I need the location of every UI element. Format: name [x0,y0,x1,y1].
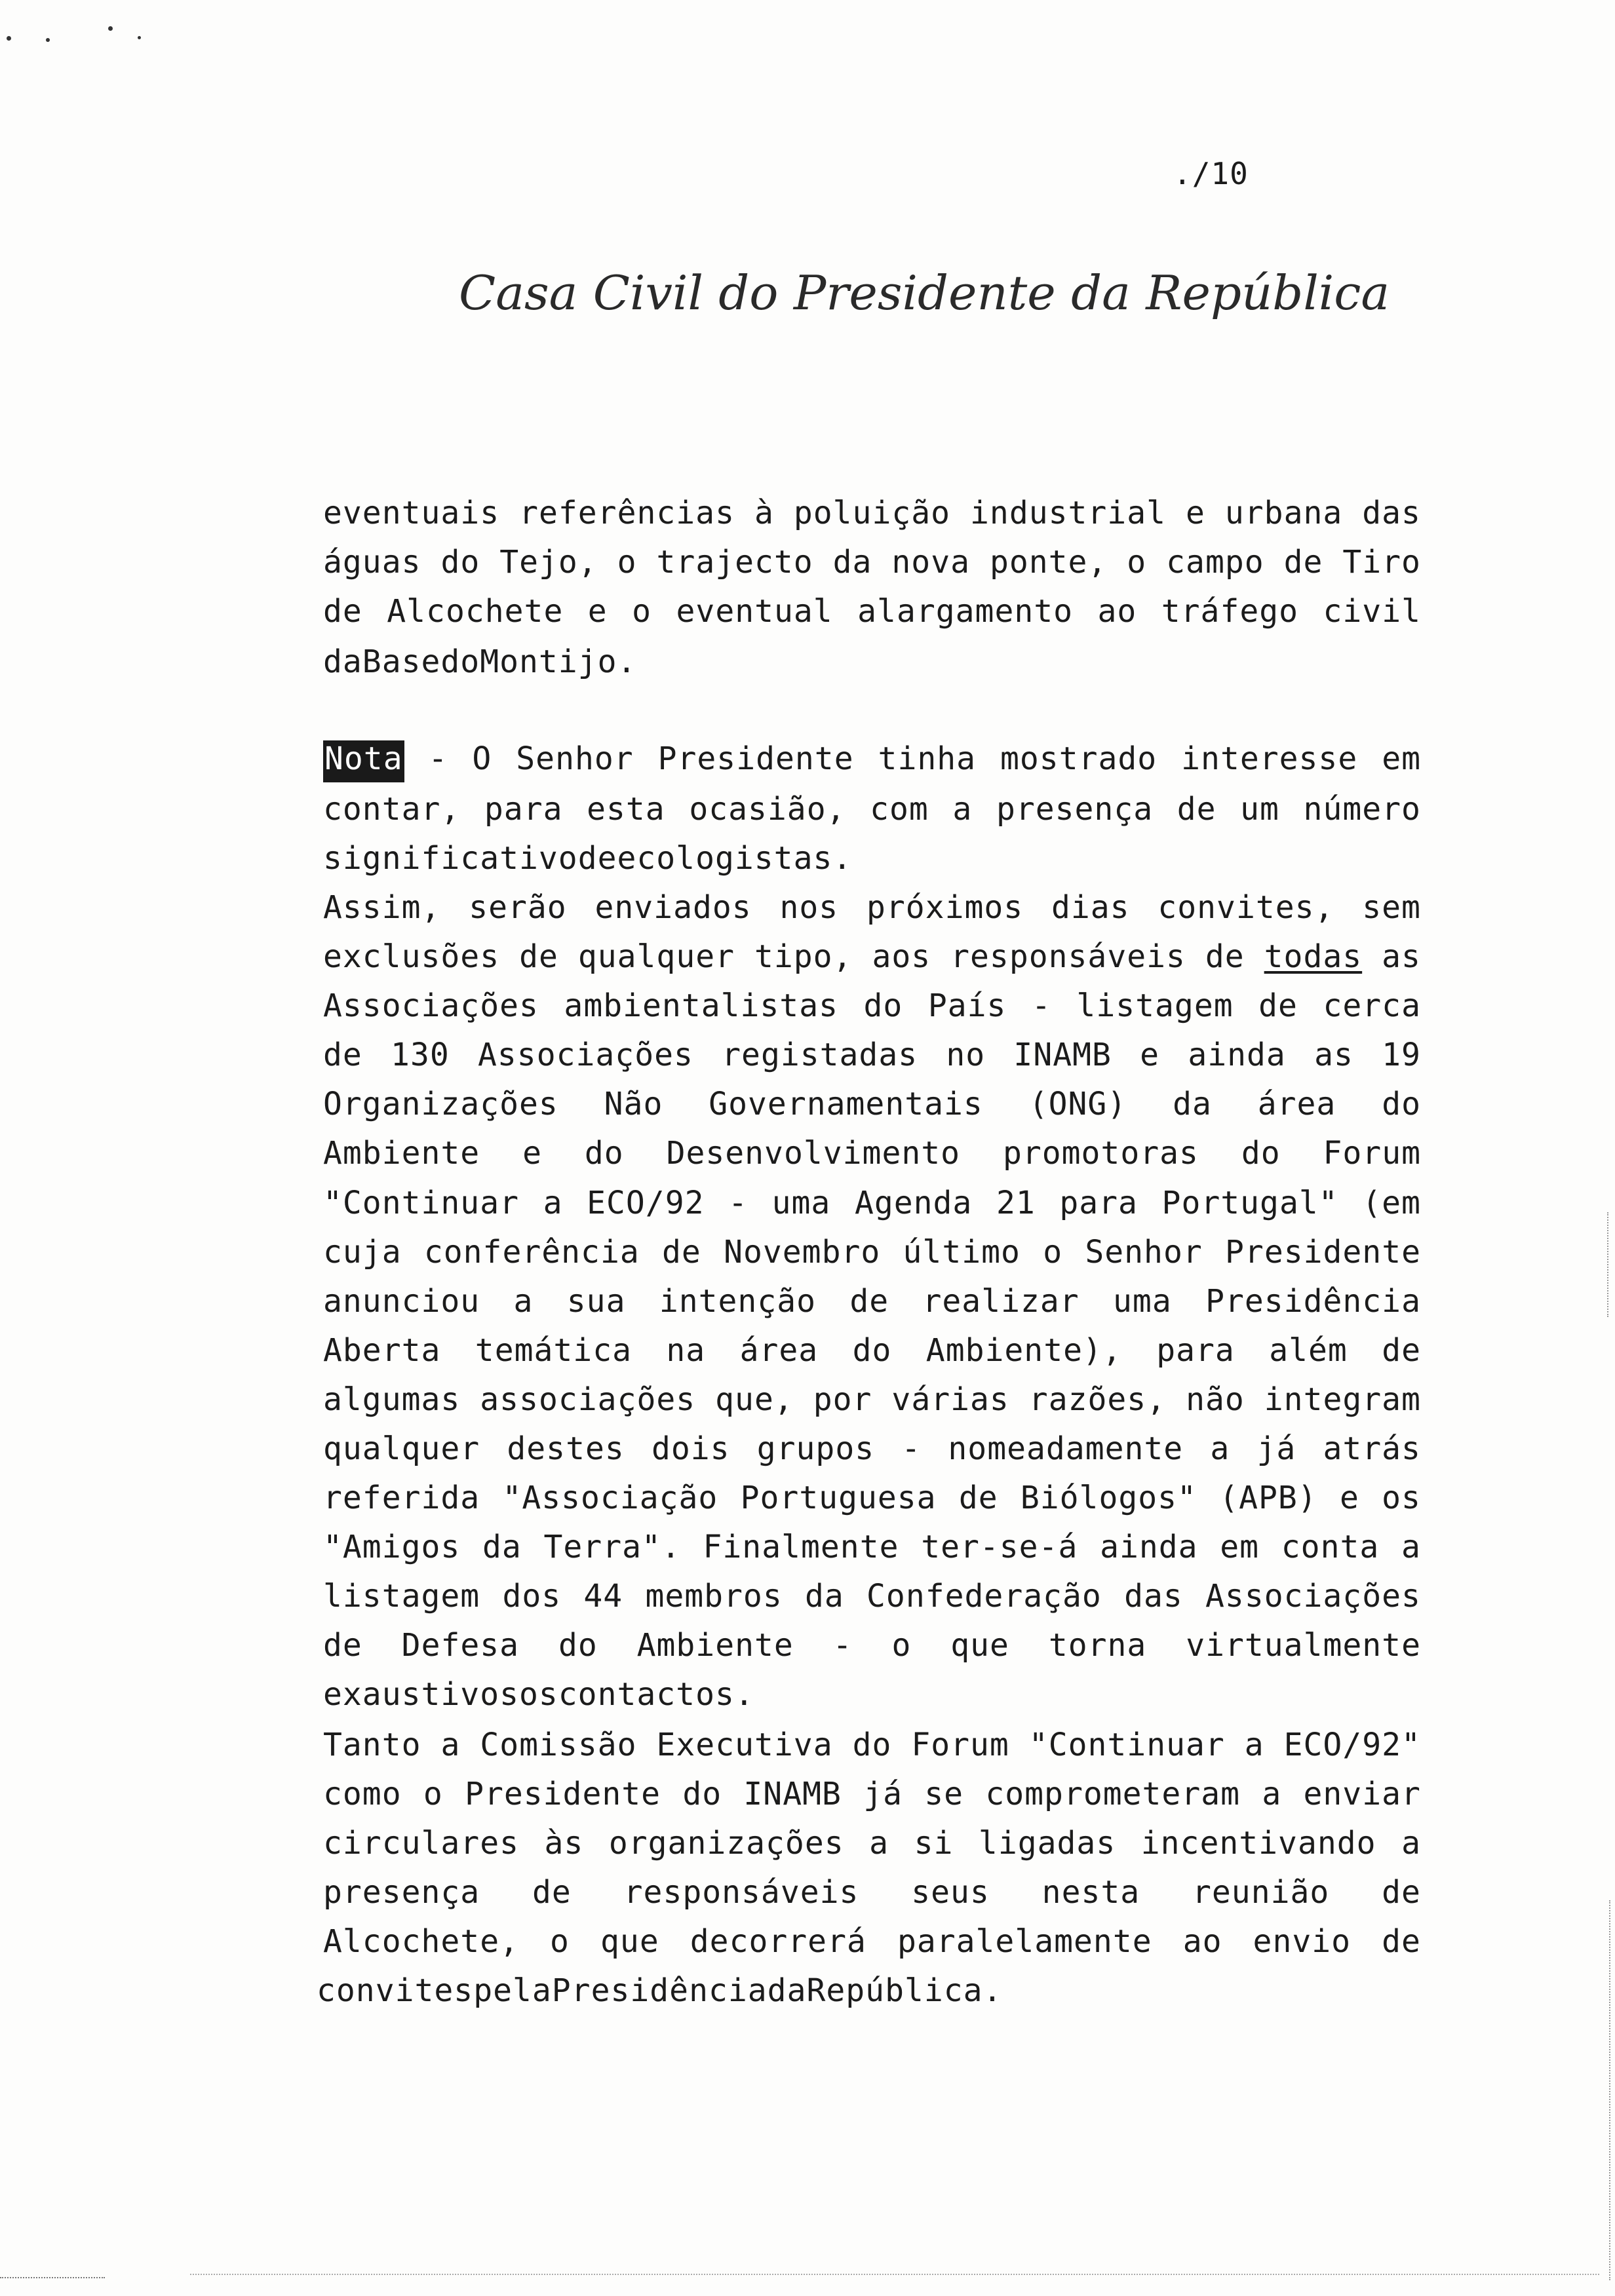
word: Associações [323,987,539,1024]
word: uma [771,1185,831,1221]
word: eventual [676,593,833,630]
word: enviar [1303,1776,1421,1812]
word: Biólogos" [1020,1480,1197,1516]
word: - [1031,987,1051,1024]
word: a [952,791,973,828]
word: e [522,1135,542,1172]
word: 44 [583,1578,623,1615]
word: da [832,544,872,581]
word: de [323,1037,362,1073]
word: Tiro [1342,544,1421,581]
word: de [1283,544,1323,581]
word: Agenda [854,1185,973,1221]
word: já [863,1776,903,1812]
word: convites [317,1972,474,2009]
word: seus [911,1874,990,1911]
word: nesta [1041,1874,1140,1911]
word: de [662,1234,701,1271]
word: envio [1253,1923,1352,1960]
word: trajecto [656,544,813,581]
word: o [891,1627,912,1664]
word: de [519,938,558,975]
text-line [323,1776,1421,1818]
word: enviados [594,889,752,926]
word: tipo, [754,938,853,975]
word: Base [362,643,441,680]
text-line [323,889,1421,931]
word: a [869,1825,889,1862]
word: integram [1264,1381,1421,1418]
word: do [584,1135,624,1172]
word: ECO/92" [1283,1727,1421,1763]
word: da [482,1529,522,1565]
word: de [532,1874,572,1911]
word: realizar [922,1283,1080,1320]
text-line [323,1874,1421,1916]
word: industrial [970,495,1166,531]
word: as [1314,1037,1353,1073]
word: com [870,791,929,828]
word: mostrado [1000,740,1158,777]
word: Portugal" [1161,1185,1338,1221]
word: que [950,1627,1009,1664]
word: campo [1166,544,1264,581]
word: Portuguesa [740,1480,937,1516]
word: para [1156,1332,1235,1369]
word: a [1210,1430,1230,1467]
word: Ambiente), [925,1332,1122,1369]
word: presença [323,1874,480,1911]
word: do [863,987,903,1024]
word: do [440,544,480,581]
word: do [852,1727,892,1763]
word: ocasião, [689,791,846,828]
word: Senhor [1085,1234,1203,1271]
word: ao [1182,1923,1222,1960]
word: sua [566,1283,626,1320]
word: Presidência [551,1972,768,2009]
text-line [323,1529,1421,1571]
word: referências [519,495,735,531]
word: Aberta [323,1332,441,1369]
word: as [1382,938,1421,975]
word: nova [891,544,970,581]
word: uma [1113,1283,1172,1320]
text-line [323,1578,1421,1620]
word: paralelamente [897,1923,1152,1960]
scan-edge [1607,1212,1608,1317]
word: Forum [911,1727,1009,1763]
word: significativo [323,840,578,877]
text-line [323,1676,1421,1718]
word: conferência [423,1234,640,1271]
word: "Continuar [1028,1727,1225,1763]
word: atrás [1323,1430,1421,1467]
word: Finalmente [703,1529,899,1565]
word: Organizações [323,1086,558,1122]
scan-speck [7,36,11,41]
word: - [428,740,448,777]
word: último [903,1234,1021,1271]
word: das [1362,495,1421,531]
word: O [472,740,492,777]
word: Defesa [401,1627,520,1664]
word: área [739,1332,819,1369]
word: a [1401,1529,1421,1565]
word: do [1382,1086,1421,1122]
word: qualquer [577,938,735,975]
letterhead: Casa Civil do Presidente da República [459,265,1390,320]
word: alargamento [857,593,1074,630]
word: "Associação [502,1480,718,1516]
text-line [323,1430,1421,1472]
word: Não [604,1086,663,1122]
word: Associações [1205,1578,1421,1615]
word: do [1241,1135,1281,1172]
word: da [767,1972,807,2009]
word: na [666,1332,706,1369]
word: várias [891,1381,1009,1418]
word: País [927,987,1007,1024]
word: o [617,544,637,581]
word: da [1173,1086,1212,1122]
word: área [1257,1086,1336,1122]
word: a [1244,1727,1264,1763]
word: a [513,1283,534,1320]
word: do [852,1332,892,1369]
word: exclusões [323,938,500,975]
word: Forum [1323,1135,1421,1172]
word: registadas [722,1037,918,1073]
word: comprometeram [985,1776,1241,1812]
word: temática [475,1332,632,1369]
word: anunciou [323,1283,480,1320]
word: promotoras [1002,1135,1199,1172]
word: convites, [1158,889,1334,926]
word: além [1269,1332,1348,1369]
word: Montijo. [480,643,637,680]
word: Ambiente [636,1627,794,1664]
word: virtualmente [1186,1627,1421,1664]
word: ambientalistas [564,987,838,1024]
word: próximos [866,889,1024,926]
text-line [323,1086,1421,1128]
word: número [1303,791,1421,828]
word: e [1140,1037,1160,1073]
word: pela [473,1972,552,2009]
word: da [323,643,362,680]
word: por [813,1381,872,1418]
word: responsáveis [950,938,1186,975]
scan-speck [108,26,113,31]
word: listagem [323,1578,480,1615]
word: si [914,1825,954,1862]
word: do [440,643,480,680]
text-line [323,1825,1421,1867]
word: não [1186,1381,1245,1418]
text-line [323,938,1421,980]
word: aos [872,938,931,975]
text-line [323,1480,1421,1521]
word: destes [507,1430,625,1467]
word: em [1220,1529,1260,1565]
word: qualquer [323,1430,480,1467]
word: presença [996,791,1154,828]
text-line [323,1923,1421,1965]
word: nomeadamente [948,1430,1184,1467]
text-line [323,1185,1421,1227]
word: sem [1362,889,1421,926]
word: Tanto [323,1727,421,1763]
word: INAMB [743,1776,842,1812]
word: o [1127,544,1147,581]
word: os [1382,1480,1421,1516]
underlined-word: todas [1264,938,1363,975]
word: interesse [1181,740,1358,777]
text-line [323,1283,1421,1325]
word: organizações [608,1825,844,1862]
word: responsáveis [623,1874,859,1911]
word: 130 [391,1037,450,1073]
word: o [550,1923,570,1960]
word: o [632,593,652,630]
word: Alcochete [387,593,564,630]
word: civil [1323,593,1421,630]
text-line [323,987,1421,1029]
word: (APB) [1219,1480,1317,1516]
word: como [323,1776,402,1812]
scan-edge [0,2277,105,2278]
word: do [558,1627,598,1664]
word: e [1339,1480,1359,1516]
word: de [1177,791,1216,828]
text-line [323,1037,1421,1079]
word: de [577,840,617,877]
word: tinha [878,740,977,777]
text-line [323,593,1421,635]
word: eventuais [323,495,500,531]
word: algumas [323,1381,461,1418]
word: urbana [1224,495,1343,531]
text-line [323,495,1421,537]
word: razões, [1028,1381,1167,1418]
word: Associações [478,1037,693,1073]
word: conta [1281,1529,1380,1565]
word: em [1382,740,1421,777]
word: do [682,1776,722,1812]
text-line [323,1727,1421,1769]
text-line [323,1627,1421,1669]
word: já [1256,1430,1296,1467]
text-line [323,740,1421,782]
word: tráfego [1161,593,1299,630]
word: que [600,1923,659,1960]
word: (ONG) [1028,1086,1127,1122]
word: - [901,1430,922,1467]
word: que, [715,1381,794,1418]
word: ainda [1188,1037,1286,1073]
word: Tejo, [499,544,598,581]
word: ao [1097,593,1137,630]
word: ponte, [989,544,1108,581]
text-line [323,1135,1421,1177]
word: a [1401,1825,1421,1862]
scan-speck [46,38,50,42]
word: "Continuar [323,1185,519,1221]
scan-edge [190,2274,1599,2275]
word: Presidente [657,740,854,777]
scan-speck [138,36,141,39]
word: circulares [323,1825,519,1862]
word: águas [323,544,421,581]
word: das [1124,1578,1183,1615]
word: referida [323,1480,480,1516]
word: ligadas [978,1825,1116,1862]
text-line [323,1381,1421,1423]
word: de [323,1627,362,1664]
word: Governamentais [709,1086,983,1122]
word: para [484,791,563,828]
word: poluição [793,495,951,531]
word: 19 [1382,1037,1421,1073]
word: Alcochete, [323,1923,519,1960]
word: de [958,1480,998,1516]
word: dois [651,1430,730,1467]
text-line [323,544,1421,586]
word: ainda [1100,1529,1198,1565]
word: Presidente [1225,1234,1421,1271]
word: a [543,1185,563,1221]
text-line [323,1234,1421,1276]
word: de [1382,1923,1421,1960]
word: cuja [323,1234,402,1271]
word: membros [645,1578,783,1615]
word: e [1185,495,1205,531]
word: esta [587,791,665,828]
word: a [1262,1776,1282,1812]
word: de [1382,1874,1421,1911]
word: e [587,593,608,630]
word: decorrerá [690,1923,866,1960]
word: Novembro [724,1234,881,1271]
word: 21 [996,1185,1036,1221]
word: contactos. [558,1676,754,1713]
word: à [754,495,774,531]
word: da [804,1578,844,1615]
text-line [323,791,1421,833]
word: se [924,1776,964,1812]
word: intenção [659,1283,817,1320]
word: dias [1051,889,1130,926]
word: ter-se-á [921,1529,1078,1565]
word: serão [469,889,567,926]
word: o [1043,1234,1063,1271]
text-line [323,840,1421,882]
word: para [1059,1185,1138,1221]
word: listagem [1076,987,1234,1024]
word: associações [480,1381,696,1418]
word: um [1240,791,1279,828]
word: contar, [323,791,461,828]
word: Presidência [1205,1283,1421,1320]
word: Desenvolvimento [666,1135,961,1172]
word: INAMB [1013,1037,1112,1073]
word: no [946,1037,986,1073]
word: a [440,1727,461,1763]
word: República. [806,1972,1003,2009]
word: (em [1362,1185,1421,1221]
word: os [518,1676,558,1713]
word: Confederação [866,1578,1102,1615]
word: Terra". [543,1529,681,1565]
note-label: Nota [323,740,404,782]
word: dos [502,1578,562,1615]
text-line [323,1332,1421,1374]
word: reunião [1192,1874,1330,1911]
word: às [544,1825,584,1862]
word: cerca [1323,987,1421,1024]
word: torna [1048,1627,1147,1664]
word: de [849,1283,889,1320]
word: - [832,1627,853,1664]
word: exaustivos [323,1676,519,1713]
page-number: ./10 [1173,156,1249,191]
word: ECO/92 [587,1185,705,1221]
word: de [323,593,362,630]
text-line [323,643,1421,685]
word: Assim, [323,889,441,926]
word: "Amigos [323,1529,461,1565]
word: ecologistas. [617,840,853,877]
word: de [1205,938,1245,975]
word: - [728,1185,749,1221]
word: Senhor [516,740,634,777]
word: nos [779,889,839,926]
text-line [317,1972,1414,2014]
word: incentivando [1140,1825,1376,1862]
word: de [1382,1332,1421,1369]
word: Comissão [480,1727,637,1763]
word: o [423,1776,443,1812]
word: Executiva [656,1727,833,1763]
scan-edge [1609,1900,1610,2280]
word: Presidente [465,1776,661,1812]
word: Ambiente [323,1135,480,1172]
word: de [1258,987,1298,1024]
word: grupos [756,1430,875,1467]
